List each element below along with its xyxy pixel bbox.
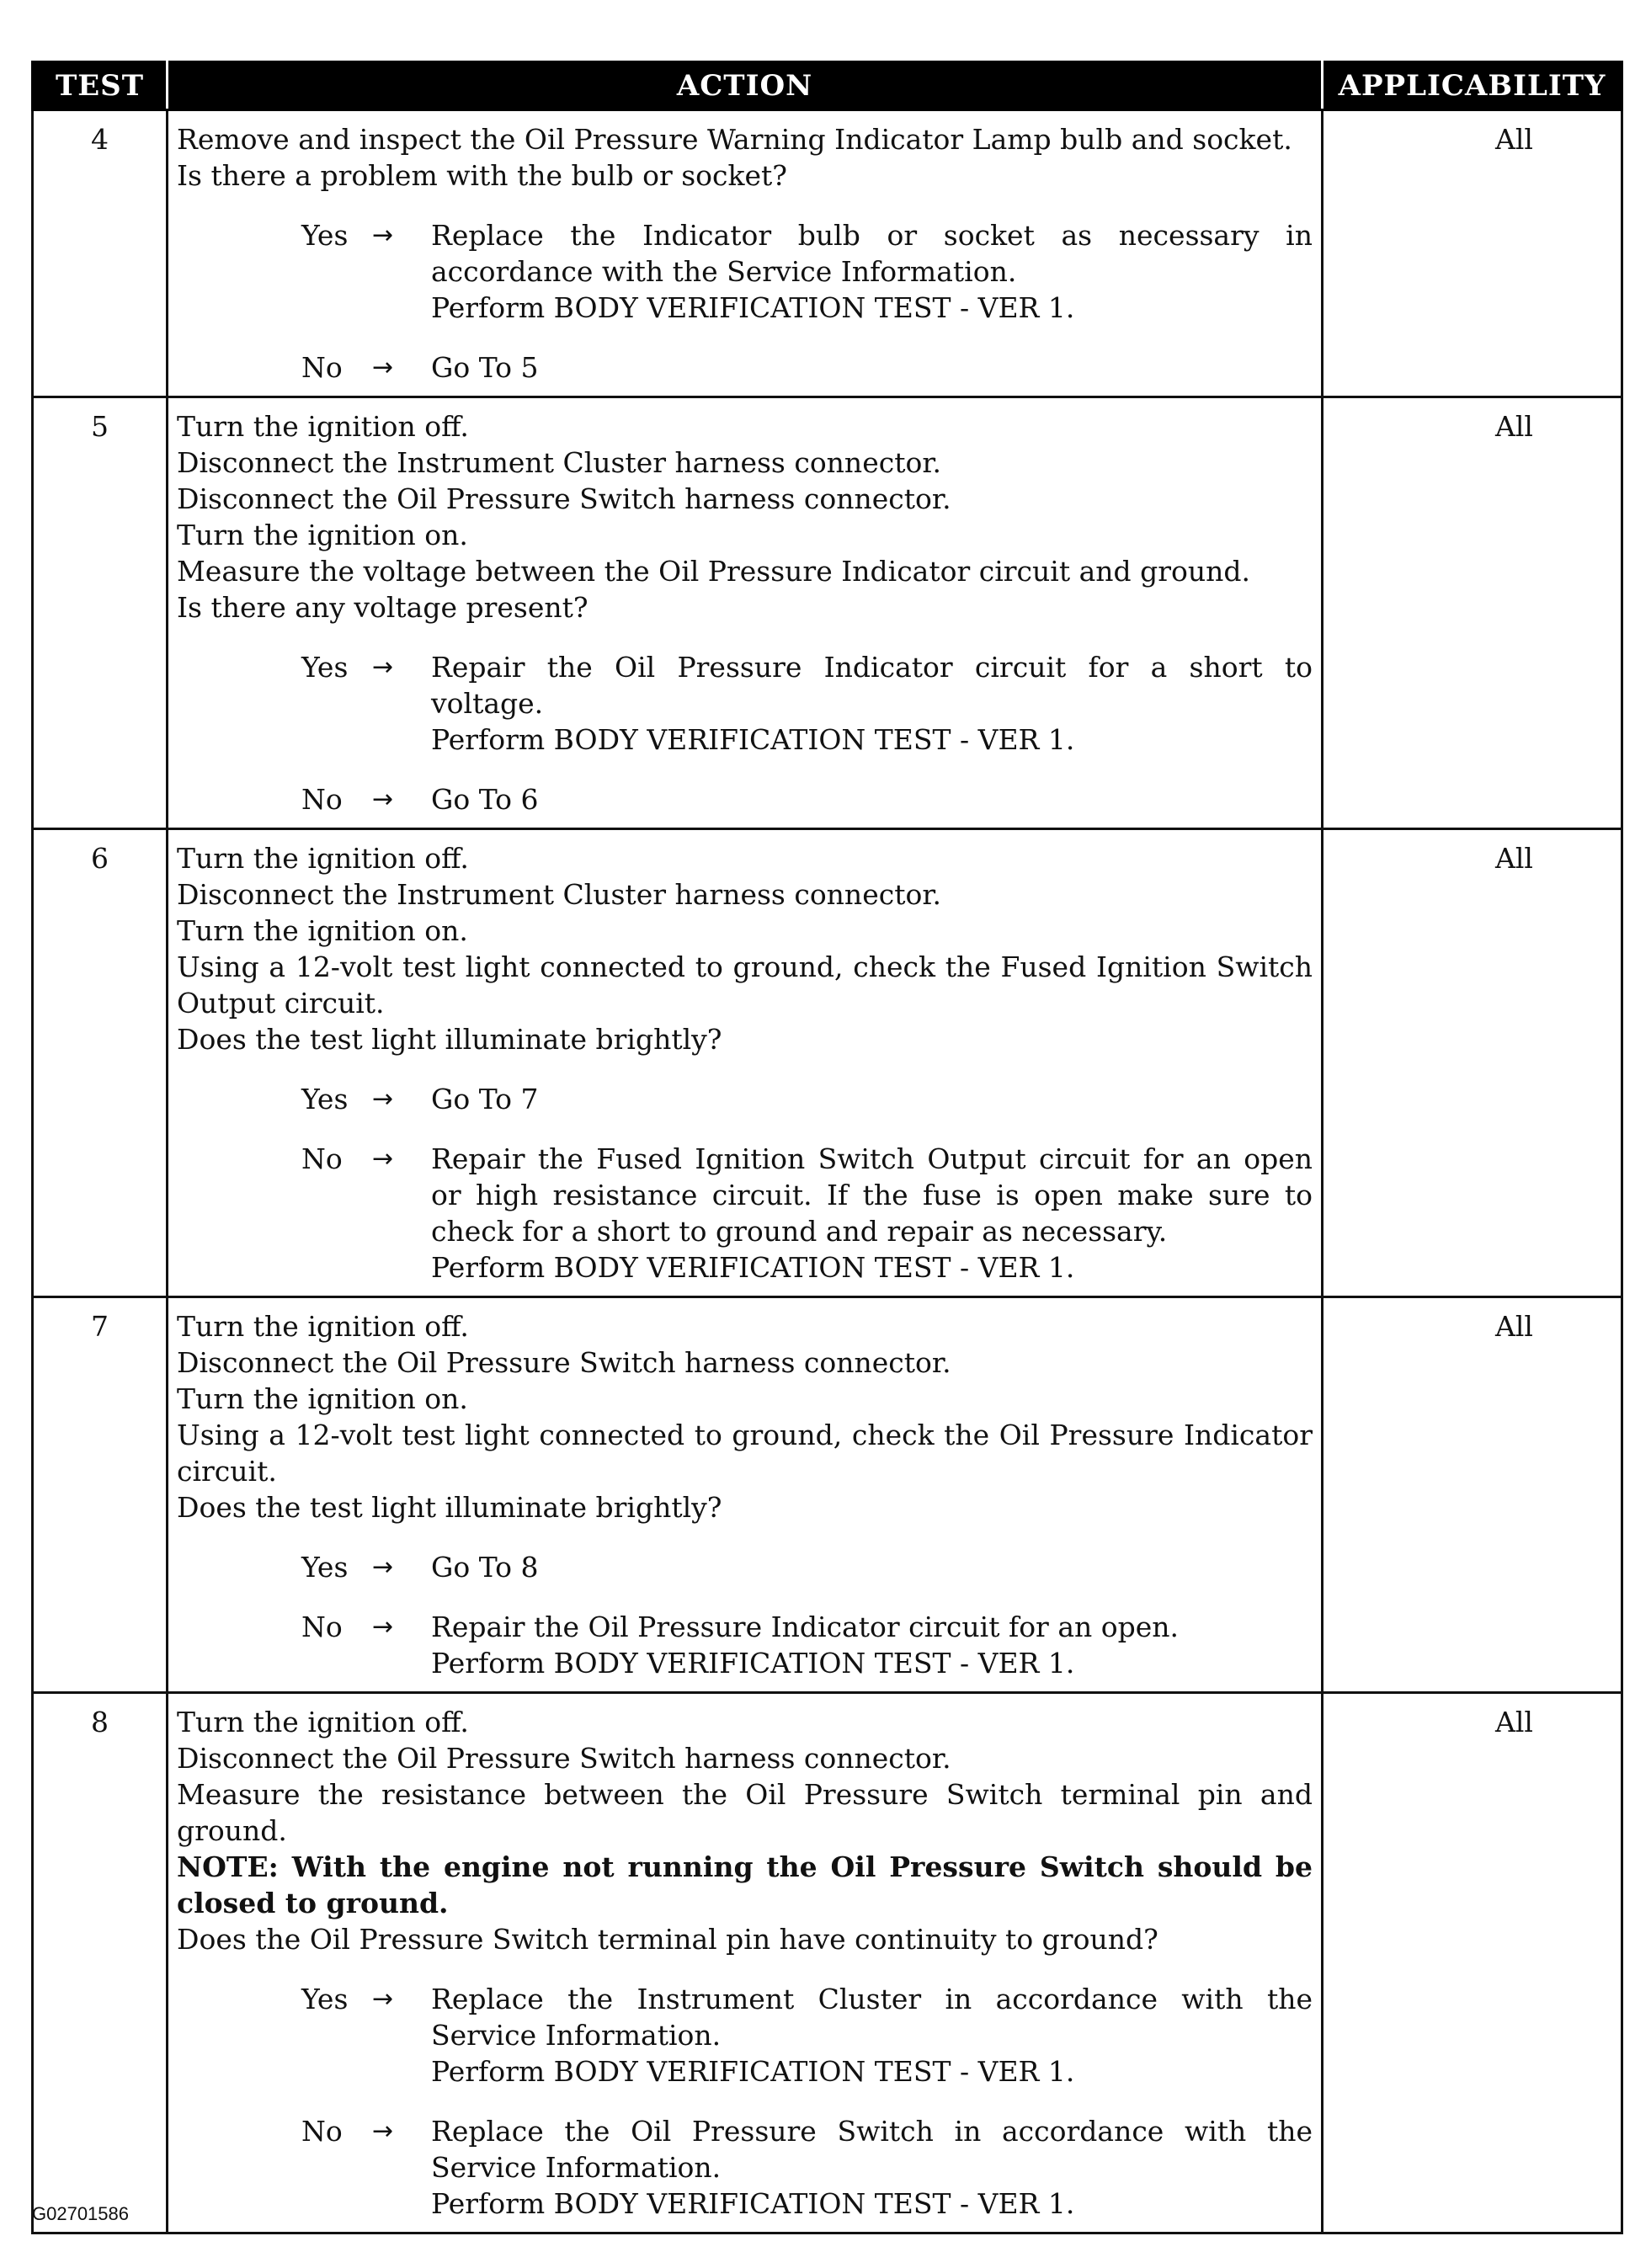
answer-label: No (301, 351, 343, 384)
result-text: Go To 5 (431, 351, 539, 384)
outcome-result (431, 781, 1313, 817)
test-number: 6 (33, 829, 168, 1297)
action-steps (177, 408, 1313, 626)
applicability-value: All (1323, 397, 1622, 829)
figure-code: G02701586 (32, 2203, 129, 2224)
result-text: Replace the Indicator bulb or socket as necessary in accordance with the Service Information. (431, 219, 1313, 288)
result-text: Replace the Oil Pressure Switch in accordance with the Service Information. (431, 2115, 1313, 2184)
header-action: ACTION (168, 62, 1323, 110)
step-text: Turn the ignition on. (177, 914, 468, 947)
diagnostic-test-table (31, 61, 1623, 2234)
right-arrow-icon: → (372, 1552, 394, 1582)
answer-label: Yes (301, 1983, 349, 2015)
step-text: Using a 12-volt test light connected to ground, check the Fused Ignition Switch Output circuit. (177, 950, 1322, 1020)
step-text: Does the Oil Pressure Switch terminal pin have continuity to ground? (177, 1923, 1158, 1956)
step-text: Turn the ignition on. (177, 1382, 468, 1415)
outcome-result (431, 1609, 1313, 1681)
table-body (33, 110, 1622, 2233)
outcome-no (177, 1609, 1313, 1681)
result-text: Perform BODY VERIFICATION TEST - VER 1. (431, 1251, 1075, 1284)
action-cell (168, 397, 1323, 829)
result-text: Go To 6 (431, 783, 539, 816)
outcome-result (431, 1981, 1313, 2090)
step-text: Is there a problem with the bulb or socket? (177, 159, 788, 192)
applicability-value: All (1323, 1297, 1622, 1693)
action-cell (168, 829, 1323, 1297)
test-row (33, 829, 1622, 1297)
right-arrow-icon: → (372, 221, 394, 250)
step-text: Measure the voltage between the Oil Pressure Indicator circuit and ground. (177, 555, 1251, 588)
step-text: Measure the resistance between the Oil Pressure Switch terminal pin and ground. (177, 1778, 1322, 1847)
outcome-no (177, 781, 1313, 817)
action-steps (177, 840, 1322, 1057)
right-arrow-icon: → (372, 353, 394, 382)
right-arrow-icon: → (372, 2116, 394, 2146)
test-row (33, 110, 1622, 397)
step-text: Turn the ignition off. (177, 410, 469, 443)
result-text: Go To 8 (431, 1551, 539, 1584)
step-text: Disconnect the Oil Pressure Switch harness connector. (177, 1742, 951, 1775)
action-steps (177, 121, 1313, 194)
table-header-row (33, 62, 1622, 110)
answer-label: Yes (301, 219, 349, 252)
right-arrow-icon: → (372, 1084, 394, 1114)
test-number: 5 (33, 397, 168, 829)
result-text: Repair the Oil Pressure Indicator circuit for an open. (431, 1610, 1180, 1643)
outcome-result (431, 349, 1313, 386)
outcome-result (431, 217, 1313, 326)
step-text: Remove and inspect the Oil Pressure Warning Indicator Lamp bulb and socket. (177, 123, 1292, 156)
outcome-result (431, 1081, 1313, 1117)
step-text: Disconnect the Instrument Cluster harness connector. (177, 878, 941, 911)
applicability-value: All (1323, 829, 1622, 1297)
answer-label: No (301, 1142, 343, 1175)
outcome-yes (177, 1981, 1313, 2090)
step-text: Turn the ignition off. (177, 1706, 469, 1738)
right-arrow-icon: → (372, 1984, 394, 2014)
result-text: Go To 7 (431, 1083, 539, 1115)
outcome-yes (177, 1549, 1313, 1585)
note-text: NOTE: With the engine not running the Oil Pressure Switch should be closed to ground. (177, 1850, 1323, 1919)
outcome-result (431, 1141, 1313, 1286)
step-text: Does the test light illuminate brightly? (177, 1023, 722, 1056)
applicability-value: All (1323, 1693, 1622, 2233)
answer-label: Yes (301, 1083, 349, 1115)
test-number: 8 (33, 1693, 168, 2233)
answer-label: Yes (301, 651, 349, 684)
action-cell (168, 1297, 1323, 1693)
answer-label: No (301, 783, 343, 816)
result-text: Perform BODY VERIFICATION TEST - VER 1. (431, 2187, 1075, 2220)
step-text: Disconnect the Oil Pressure Switch harness connector. (177, 482, 951, 515)
test-row (33, 397, 1622, 829)
step-text: Turn the ignition off. (177, 1310, 469, 1343)
outcome-result (431, 2113, 1313, 2222)
outcome-result (431, 1549, 1313, 1585)
result-text: Perform BODY VERIFICATION TEST - VER 1. (431, 2055, 1075, 2088)
applicability-value: All (1323, 110, 1622, 397)
outcome-result (431, 649, 1313, 758)
outcome-no (177, 349, 1313, 386)
test-row (33, 1297, 1622, 1693)
outcome-yes (177, 217, 1313, 326)
step-text: Disconnect the Oil Pressure Switch harness connector. (177, 1346, 951, 1379)
test-number: 4 (33, 110, 168, 397)
test-row (33, 1693, 1622, 2233)
result-text: Perform BODY VERIFICATION TEST - VER 1. (431, 291, 1075, 324)
right-arrow-icon: → (372, 785, 394, 814)
answer-label: Yes (301, 1551, 349, 1584)
step-text: Turn the ignition on. (177, 519, 468, 551)
step-text: Turn the ignition off. (177, 842, 469, 875)
outcome-no (177, 2113, 1313, 2222)
test-number: 7 (33, 1297, 168, 1693)
action-cell (168, 110, 1323, 397)
right-arrow-icon: → (372, 652, 394, 682)
action-steps (177, 1704, 1323, 1957)
result-text: Perform BODY VERIFICATION TEST - VER 1. (431, 1647, 1075, 1680)
result-text: Replace the Instrument Cluster in accordance with the Service Information. (431, 1983, 1313, 2052)
answer-label: No (301, 2115, 343, 2148)
step-text: Using a 12-volt test light connected to ground, check the Oil Pressure Indicator circuit. (177, 1419, 1322, 1488)
action-steps (177, 1308, 1322, 1525)
step-text: Is there any voltage present? (177, 591, 589, 624)
result-text: Repair the Oil Pressure Indicator circuit for a short to voltage. (431, 651, 1313, 720)
header-applicability: APPLICABILITY (1323, 62, 1622, 110)
header-test: TEST (33, 62, 168, 110)
action-cell (168, 1693, 1323, 2233)
right-arrow-icon: → (372, 1144, 394, 1174)
outcome-yes (177, 1081, 1313, 1117)
answer-label: No (301, 1610, 343, 1643)
outcome-no (177, 1141, 1313, 1286)
outcome-yes (177, 649, 1313, 758)
step-text: Does the test light illuminate brightly? (177, 1491, 722, 1524)
step-text: Disconnect the Instrument Cluster harness connector. (177, 446, 941, 479)
right-arrow-icon: → (372, 1612, 394, 1642)
result-text: Perform BODY VERIFICATION TEST - VER 1. (431, 723, 1075, 756)
result-text: Repair the Fused Ignition Switch Output circuit for an open or high resistance circuit. If the fuse is open make sure to check for a short to ground and repair as necessary. (431, 1142, 1313, 1248)
